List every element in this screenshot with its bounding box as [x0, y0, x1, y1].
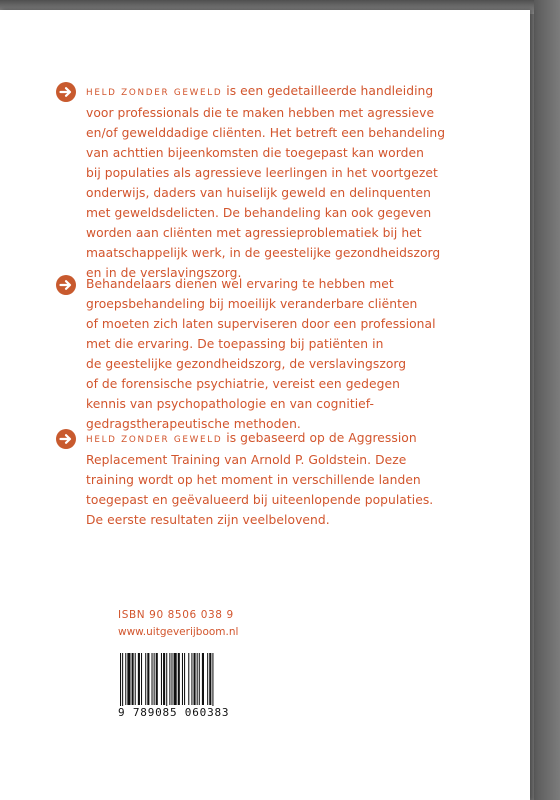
- paragraph-text: [86, 428, 506, 530]
- barcode-bar: [125, 653, 126, 705]
- barcode-number: 9 789085 060383: [118, 706, 242, 719]
- paragraph-2: [86, 274, 506, 434]
- barcode-bar: [120, 653, 121, 709]
- barcode-bar: [141, 653, 142, 705]
- text-line: kennis van psychopathologie en van cognitief-: [86, 397, 374, 411]
- barcode-bar: [135, 653, 136, 705]
- barcode-bar: [194, 653, 196, 705]
- text-line: maatschappelijk werk, in de geestelijke gezondheidszorg: [86, 246, 441, 260]
- text-line: van achttien bijeenkomsten die toegepast kan worden: [86, 146, 424, 160]
- paragraph-text: [86, 274, 506, 434]
- text-line: en/of gewelddadige cliënten. Het betreft een behandeling: [86, 126, 446, 140]
- barcode-bar: [138, 653, 140, 705]
- arrow-right-circle-icon: [55, 274, 77, 296]
- barcode-bar: [169, 653, 170, 705]
- text-line: Replacement Training van Arnold P. Goldstein. Deze: [86, 453, 407, 467]
- paragraph-1: [86, 81, 506, 283]
- barcode-bar: [197, 653, 198, 705]
- text-line: onderwijs, daders van huiselijk geweld en delinquenten: [86, 186, 431, 200]
- barcode-bar: [122, 653, 123, 709]
- scan-background-right: [534, 0, 560, 800]
- text-line: De eerste resultaten zijn veelbelovend.: [86, 513, 330, 527]
- text-line: bij populaties als agressieve leerlingen in het voortgezet: [86, 166, 438, 180]
- text-line: met die ervaring. De toepassing bij patiënten in: [86, 337, 384, 351]
- barcode-bar: [132, 653, 134, 705]
- text-line: met geweldsdelicten. De behandeling kan ook gegeven: [86, 206, 432, 220]
- book-title: HELD ZONDER GEWELD: [86, 435, 223, 445]
- text-line: de geestelijke gezondheidszorg, de verslavingszorg: [86, 357, 407, 371]
- text-line: toegepast en geëvalueerd bij uiteenlopende populaties.: [86, 493, 434, 507]
- barcode-bar: [212, 653, 213, 709]
- barcode-bar: [145, 653, 146, 705]
- text-line: HELD ZONDER GEWELD is een gedetailleerde handleiding: [86, 84, 434, 98]
- barcode-bar: [207, 653, 208, 705]
- publisher-info: [118, 607, 238, 641]
- book-back-cover: [0, 10, 530, 800]
- arrow-right-circle-icon: [55, 428, 77, 450]
- barcode-bar: [156, 653, 158, 705]
- barcode-bar: [182, 653, 183, 705]
- barcode-bar: [209, 653, 211, 705]
- text-line: training wordt op het moment in verschillende landen: [86, 473, 421, 487]
- barcode-bar: [174, 653, 177, 705]
- text-line: of moeten zich laten superviseren door een professional: [86, 317, 436, 331]
- isbn-number: ISBN 90 8506 038 9: [118, 609, 234, 621]
- text-line: Behandelaars dienen wel ervaring te hebben met: [86, 277, 394, 291]
- text-line: voor professionals die te maken hebben met agressieve: [86, 106, 435, 120]
- text-line: worden aan cliënten met agressieproblematiek bij het: [86, 226, 422, 240]
- barcode-bar: [191, 653, 192, 705]
- barcode-bar: [188, 653, 189, 705]
- publisher-website-link[interactable]: www.uitgeverijboom.nl: [118, 626, 239, 638]
- barcode-bar: [166, 653, 167, 709]
- barcode-bar: [171, 653, 172, 705]
- barcode-bar: [147, 653, 149, 705]
- barcode-bar: [154, 653, 155, 705]
- barcode-bar: [178, 653, 180, 705]
- barcode-bar: [163, 653, 165, 705]
- book-title: HELD ZONDER GEWELD: [86, 88, 223, 98]
- text-line: HELD ZONDER GEWELD is gebaseerd op de Aggression: [86, 431, 417, 445]
- paragraph-3: [86, 428, 506, 530]
- text-line: groepsbehandeling bij moeilijk veranderbare cliënten: [86, 297, 418, 311]
- barcode-bar: [152, 653, 153, 705]
- barcode-bar: [184, 653, 185, 705]
- paragraph-text: [86, 81, 506, 283]
- text-line: of de forensische psychiatrie, vereist een gedegen: [86, 377, 400, 391]
- text-line: gedragstherapeutische methoden.: [86, 417, 301, 431]
- barcode-bar: [199, 653, 200, 705]
- barcode-bar: [202, 653, 204, 705]
- barcode-bar: [127, 653, 130, 705]
- barcode-bar: [161, 653, 162, 705]
- text-line: en in de verslavingszorg.: [86, 266, 242, 280]
- arrow-right-circle-icon: [55, 81, 77, 103]
